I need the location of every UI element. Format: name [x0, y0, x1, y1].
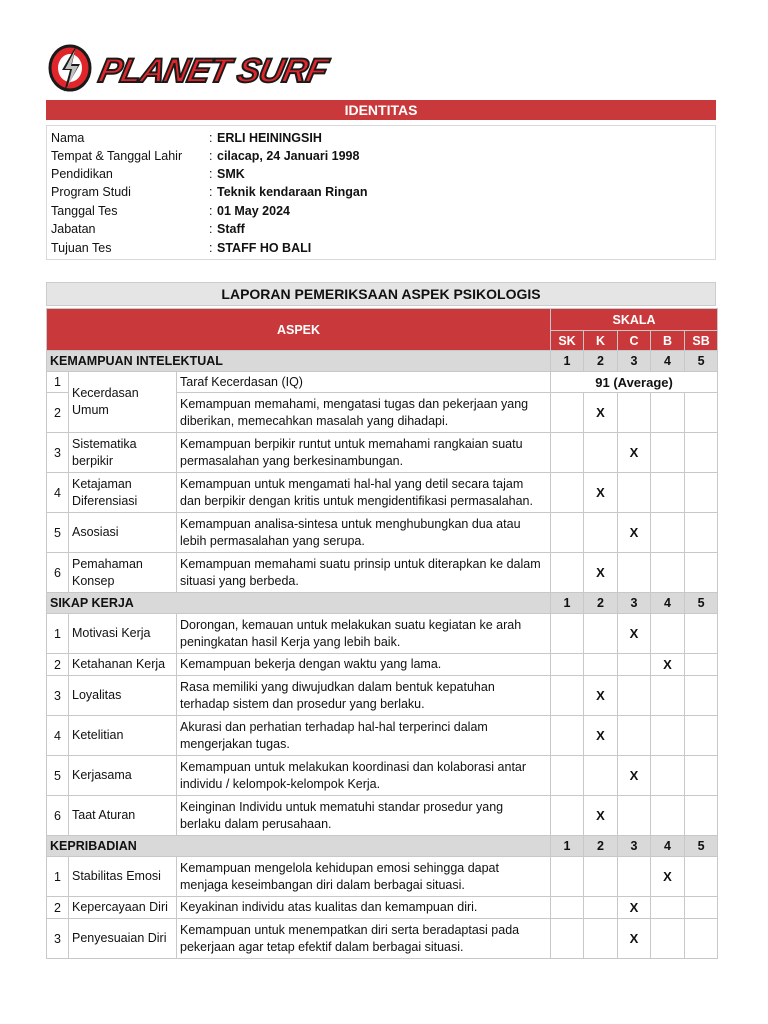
section-title: SIKAP KERJA	[47, 593, 551, 614]
scale-cell	[618, 393, 651, 433]
scale-cell	[551, 433, 584, 473]
identity-label: Tujuan Tes	[51, 241, 112, 255]
identity-value: STAFF HO BALI	[217, 241, 312, 255]
scale-number: 3	[618, 836, 651, 857]
aspect-row	[47, 857, 718, 897]
identity-row	[51, 239, 311, 257]
aspect-description: Kemampuan untuk menempatkan diri serta beradaptasi pada pekerjaan agar tetap efektif dalam berbagai situasi.	[177, 919, 551, 959]
section-row	[47, 836, 718, 857]
scale-cell	[651, 513, 685, 553]
aspect-name: Kerjasama	[69, 756, 177, 796]
scale-number: 5	[685, 593, 718, 614]
identity-value: Staff	[217, 222, 245, 236]
identity-separator: :	[209, 204, 213, 218]
identity-label: Program Studi	[51, 185, 131, 199]
scale-cell	[685, 756, 718, 796]
row-number: 2	[47, 393, 69, 433]
identity-value: cilacap, 24 Januari 1998	[217, 149, 360, 163]
scale-cell: X	[618, 513, 651, 553]
scale-cell	[551, 513, 584, 553]
scale-cell	[618, 716, 651, 756]
scale-cell	[551, 857, 584, 897]
aspect-name: Asosiasi	[69, 513, 177, 553]
identity-separator: :	[209, 241, 213, 255]
row-number: 5	[47, 756, 69, 796]
aspect-name: Ketahanan Kerja	[69, 654, 177, 676]
aspect-description: Akurasi dan perhatian terhadap hal-hal terperinci dalam mengerjakan tugas.	[177, 716, 551, 756]
aspect-name: Kepercayaan Diri	[69, 897, 177, 919]
scale-cell	[551, 919, 584, 959]
scale-cell: X	[618, 756, 651, 796]
skala-header: SKALA	[551, 309, 718, 331]
scale-cell	[551, 897, 584, 919]
aspect-row	[47, 919, 718, 959]
identity-panel	[46, 125, 716, 260]
identity-row	[51, 183, 368, 201]
scale-number: 3	[618, 351, 651, 372]
scale-cell	[685, 513, 718, 553]
scale-cell: X	[584, 393, 618, 433]
scale-cell	[584, 654, 618, 676]
scale-cell	[551, 654, 584, 676]
aspect-name: Ketajaman Diferensiasi	[69, 473, 177, 513]
identity-label: Nama	[51, 131, 85, 145]
aspect-description: Kemampuan memahami suatu prinsip untuk diterapkan ke dalam situasi yang berbeda.	[177, 553, 551, 593]
scale-cell	[651, 433, 685, 473]
scale-cell	[685, 716, 718, 756]
row-number: 2	[47, 897, 69, 919]
scale-cell	[685, 473, 718, 513]
identity-value: ERLI HEININGSIH	[217, 131, 322, 145]
aspect-description: Kemampuan mengelola kehidupan emosi sehingga dapat menjaga keseimbangan diri dalam berbagai situasi.	[177, 857, 551, 897]
scale-cell	[551, 676, 584, 716]
aspect-name: Penyesuaian Diri	[69, 919, 177, 959]
scale-cell	[551, 473, 584, 513]
scale-cell	[584, 513, 618, 553]
scale-cell	[618, 553, 651, 593]
identity-separator: :	[209, 167, 213, 181]
identity-separator: :	[209, 131, 213, 145]
scale-cell	[651, 676, 685, 716]
aspect-row	[47, 796, 718, 836]
scale-cell	[618, 857, 651, 897]
identity-separator: :	[209, 185, 213, 199]
scale-cell	[685, 676, 718, 716]
scale-cell	[584, 857, 618, 897]
identity-label: Tempat & Tanggal Lahir	[51, 149, 183, 163]
scale-number: 5	[685, 836, 718, 857]
identity-label: Tanggal Tes	[51, 204, 118, 218]
scale-cell	[551, 614, 584, 654]
row-number: 3	[47, 919, 69, 959]
report-title: LAPORAN PEMERIKSAAN ASPEK PSIKOLOGIS	[46, 282, 716, 306]
scale-cell	[584, 756, 618, 796]
scale-cell	[651, 553, 685, 593]
section-row	[47, 593, 718, 614]
aspect-description: Keyakinan individu atas kualitas dan kemampuan diri.	[177, 897, 551, 919]
scale-cell	[651, 796, 685, 836]
scale-cell: X	[584, 796, 618, 836]
scale-cell: X	[584, 676, 618, 716]
identity-value: Teknik kendaraan Ringan	[217, 185, 368, 199]
scale-number: 4	[651, 836, 685, 857]
row-number: 4	[47, 473, 69, 513]
identity-label: Pendidikan	[51, 167, 113, 181]
identity-label: Jabatan	[51, 222, 96, 236]
aspect-name: Motivasi Kerja	[69, 614, 177, 654]
identity-row	[51, 220, 245, 238]
scale-cell: X	[651, 857, 685, 897]
row-number: 6	[47, 796, 69, 836]
scale-number: 5	[685, 351, 718, 372]
identity-heading: IDENTITAS	[46, 100, 716, 120]
scale-number: 3	[618, 593, 651, 614]
aspect-description: Kemampuan berpikir runtut untuk memahami rangkaian suatu permasalahan yang berkesinambungan.	[177, 433, 551, 473]
row-number: 3	[47, 676, 69, 716]
row-number: 1	[47, 614, 69, 654]
scale-cell: X	[651, 654, 685, 676]
aspect-row	[47, 676, 718, 716]
aspect-row	[47, 614, 718, 654]
scale-cell	[685, 614, 718, 654]
aspect-description: Kemampuan bekerja dengan waktu yang lama.	[177, 654, 551, 676]
row-number: 1	[47, 857, 69, 897]
row-number: 1	[47, 372, 69, 393]
scale-cell	[685, 919, 718, 959]
scale-cell	[685, 433, 718, 473]
row-number: 3	[47, 433, 69, 473]
scale-cell	[685, 796, 718, 836]
scale-cell	[651, 919, 685, 959]
scale-cell	[618, 654, 651, 676]
scale-cell	[618, 676, 651, 716]
scale-cell	[651, 393, 685, 433]
aspect-row	[47, 716, 718, 756]
scale-cell	[618, 796, 651, 836]
row-number: 5	[47, 513, 69, 553]
aspect-description: Kemampuan memahami, mengatasi tugas dan pekerjaan yang diberikan, memecahkan masalah yang dihadapi.	[177, 393, 551, 433]
aspect-description: Keinginan Individu untuk mematuhi standar prosedur yang berlaku dalam perusahaan.	[177, 796, 551, 836]
scale-code-header: SB	[685, 331, 718, 351]
iq-result: 91 (Average)	[551, 372, 718, 393]
aspect-description: Kemampuan untuk mengamati hal-hal yang detil secara tajam dan berpikir dengan kritis untuk mengidentifikasi permasalahan.	[177, 473, 551, 513]
scale-cell	[685, 654, 718, 676]
scale-number: 1	[551, 351, 584, 372]
aspect-row	[47, 897, 718, 919]
scale-number: 4	[651, 351, 685, 372]
scale-number: 1	[551, 593, 584, 614]
aspect-description: Rasa memiliki yang diwujudkan dalam bentuk kepatuhan terhadap sistem dan prosedur yang berlaku.	[177, 676, 551, 716]
scale-cell	[584, 897, 618, 919]
scale-number: 2	[584, 351, 618, 372]
scale-cell	[651, 716, 685, 756]
scale-code-header: C	[618, 331, 651, 351]
svg-text:PLANET SURF: PLANET SURF	[95, 52, 331, 90]
scale-number: 2	[584, 836, 618, 857]
identity-row	[51, 147, 359, 165]
section-row	[47, 351, 718, 372]
scale-cell: X	[618, 614, 651, 654]
aspect-name: Kecerdasan Umum	[69, 372, 177, 433]
aspect-name: Stabilitas Emosi	[69, 857, 177, 897]
scale-cell	[651, 897, 685, 919]
aspect-row	[47, 654, 718, 676]
aspect-name: Pemahaman Konsep	[69, 553, 177, 593]
scale-cell	[685, 857, 718, 897]
scale-cell	[651, 614, 685, 654]
scale-cell	[551, 393, 584, 433]
identity-value: 01 May 2024	[217, 204, 290, 218]
assessment-table	[46, 308, 718, 959]
planet-surf-emblem-icon	[50, 46, 90, 92]
scale-number: 4	[651, 593, 685, 614]
row-number: 4	[47, 716, 69, 756]
scale-code-header: SK	[551, 331, 584, 351]
identity-row	[51, 165, 245, 183]
planet-surf-logo	[46, 40, 376, 96]
scale-cell: X	[618, 433, 651, 473]
row-number: 6	[47, 553, 69, 593]
scale-cell: X	[584, 553, 618, 593]
scale-cell: X	[618, 897, 651, 919]
aspect-row	[47, 473, 718, 513]
scale-cell	[584, 919, 618, 959]
scale-cell	[651, 756, 685, 796]
identity-separator: :	[209, 149, 213, 163]
aspect-description: Kemampuan untuk melakukan koordinasi dan kolaborasi antar individu / kelompok-kelompok Kerja.	[177, 756, 551, 796]
scale-cell	[551, 716, 584, 756]
aspek-header: ASPEK	[47, 309, 551, 351]
scale-cell	[685, 393, 718, 433]
identity-separator: :	[209, 222, 213, 236]
scale-cell: X	[584, 473, 618, 513]
scale-cell: X	[618, 919, 651, 959]
scale-cell: X	[584, 716, 618, 756]
aspect-description: Dorongan, kemauan untuk melakukan suatu kegiatan ke arah peningkatan hasil Kerja yang lebih baik.	[177, 614, 551, 654]
aspect-name: Sistematika berpikir	[69, 433, 177, 473]
aspect-name: Ketelitian	[69, 716, 177, 756]
scale-code-header: K	[584, 331, 618, 351]
scale-number: 2	[584, 593, 618, 614]
section-title: KEMAMPUAN INTELEKTUAL	[47, 351, 551, 372]
identity-row	[51, 202, 290, 220]
aspect-row	[47, 756, 718, 796]
scale-cell	[651, 473, 685, 513]
section-title: KEPRIBADIAN	[47, 836, 551, 857]
aspect-name: Loyalitas	[69, 676, 177, 716]
aspect-description: Kemampuan analisa-sintesa untuk menghubungkan dua atau lebih permasalahan yang serupa.	[177, 513, 551, 553]
scale-cell	[551, 756, 584, 796]
scale-cell	[584, 433, 618, 473]
scale-cell	[584, 614, 618, 654]
aspect-description: Taraf Kecerdasan (IQ)	[177, 372, 551, 393]
identity-row	[51, 129, 322, 147]
identity-value: SMK	[217, 167, 245, 181]
aspect-row	[47, 553, 718, 593]
scale-cell	[551, 796, 584, 836]
scale-number: 1	[551, 836, 584, 857]
row-number: 2	[47, 654, 69, 676]
aspect-row	[47, 513, 718, 553]
scale-cell	[685, 553, 718, 593]
scale-cell	[551, 553, 584, 593]
scale-code-header: B	[651, 331, 685, 351]
scale-cell	[618, 473, 651, 513]
aspect-name: Taat Aturan	[69, 796, 177, 836]
aspect-row	[47, 433, 718, 473]
aspect-row	[47, 372, 718, 393]
scale-cell	[685, 897, 718, 919]
